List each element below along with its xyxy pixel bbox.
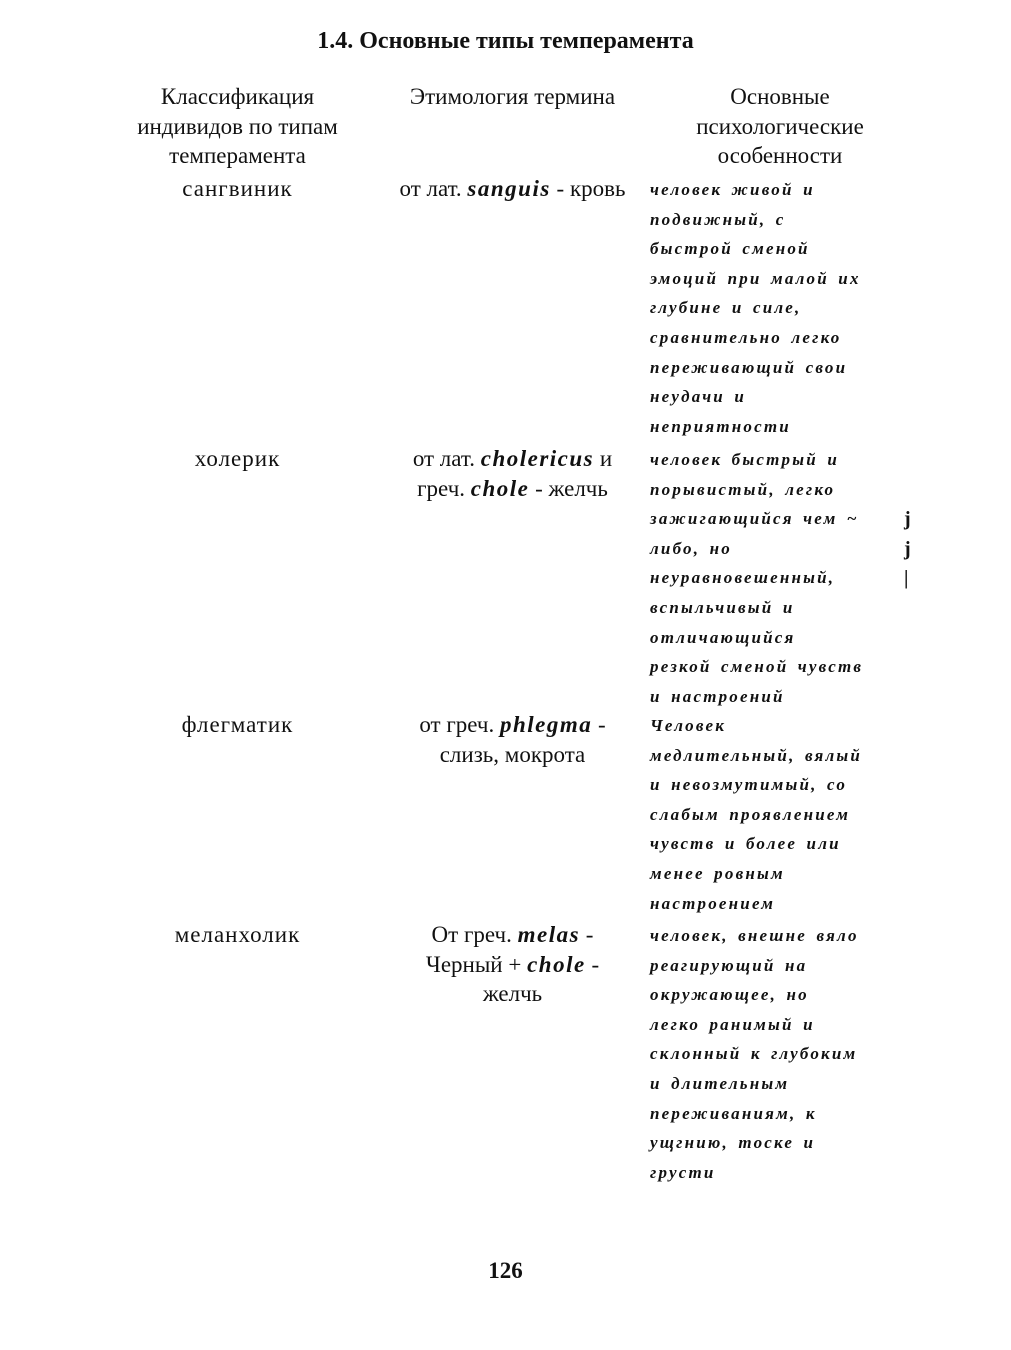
etymology-cell (385, 444, 640, 503)
feature-line: ущгнию, тоске и (650, 1133, 816, 1153)
etymology-text: - (580, 922, 594, 947)
margin-marks (904, 505, 911, 594)
feature-line: неудачи и (650, 387, 747, 407)
feature-line: Человек (650, 716, 727, 735)
page-number: 126 (488, 1258, 523, 1283)
etymology-line (385, 474, 640, 504)
feature-line: медлительный, вялый (650, 745, 863, 765)
feature-line: быстрой сменой (650, 239, 810, 259)
feature-line: настроением (650, 893, 776, 913)
feature-line: слабым проявлением (650, 804, 851, 824)
feature-line: человек быстрый и (650, 450, 839, 469)
feature-line: реагирующий на (650, 955, 808, 975)
etymology-text: От греч. (431, 922, 518, 947)
etymology-line (385, 174, 640, 204)
feature-line: грусти (650, 1162, 716, 1182)
feature-line: сравнительно легко (650, 327, 842, 347)
etymology-word: cholericus (480, 446, 595, 471)
feature-line: неуравновешенный, (650, 568, 836, 588)
feature-line: человек живой и (650, 180, 815, 199)
header-line: особенности (717, 143, 843, 168)
feature-line: глубине и силе, (650, 298, 802, 318)
feature-line: эмоций при малой их (650, 268, 861, 288)
feature-line: и настроений (650, 686, 785, 706)
feature-line: склонный к глубоким (650, 1044, 858, 1064)
feature-line: переживаниям, к (650, 1103, 817, 1123)
feature-line: менее ровным (650, 863, 785, 883)
etymology-text: - (585, 951, 600, 977)
etymology-text: Черный + (425, 951, 528, 977)
temperament-type: холерик (194, 446, 281, 471)
header-etymology: Этимология термина (409, 84, 616, 109)
etymology-word: chole (470, 475, 530, 501)
feature-line: отличающийся (650, 627, 796, 647)
feature-line: вспыльчивый и (650, 597, 795, 617)
feature-line: и невозмутимый, со (650, 775, 848, 795)
feature-line: порывистый, легко (650, 479, 836, 499)
etymology-cell (385, 174, 640, 204)
feature-line: окружающее, но (650, 985, 809, 1005)
header-classification (110, 82, 365, 171)
etymology-line (385, 950, 640, 980)
feature-line: чувств и более или (650, 834, 841, 854)
etymology-word: phlegma (499, 712, 593, 737)
etymology-cell (385, 920, 640, 1009)
etymology-line (385, 920, 640, 950)
etymology-text: от лат. (412, 446, 481, 471)
etymology-text: от греч. (419, 712, 500, 737)
header-features (640, 82, 920, 171)
feature-line: резкой сменой чувств (650, 657, 864, 677)
etymology-text: слизь, мокрота (439, 741, 586, 767)
feature-line: неприятности (650, 416, 791, 436)
temperament-type: флегматик (181, 712, 294, 737)
feature-description (650, 445, 910, 711)
feature-line: подвижный, с (650, 209, 786, 229)
margin-mark: | (904, 567, 909, 590)
etymology-line (385, 979, 640, 1009)
feature-line: либо, но (650, 538, 732, 558)
margin-mark: j (904, 508, 911, 530)
etymology-text: желчь (482, 981, 543, 1006)
etymology-text: - желчь (529, 475, 608, 501)
feature-line: и длительным (650, 1073, 790, 1093)
feature-description (650, 175, 910, 441)
temperament-type: сангвиник (182, 176, 293, 201)
etymology-text: от лат. (399, 176, 468, 201)
etymology-line (385, 710, 640, 740)
temperament-type: меланхолик (174, 922, 301, 947)
margin-mark: j (904, 537, 911, 560)
header-line: Основные (730, 84, 830, 109)
feature-description (650, 921, 910, 1187)
page-title: 1.4. Основные типы темперамента (317, 28, 694, 54)
etymology-text: - кровь (550, 176, 626, 201)
feature-line: зажигающийся чем ~ (650, 509, 859, 529)
etymology-line (385, 444, 640, 474)
header-line: Классификация (160, 84, 315, 109)
etymology-text: и (594, 446, 613, 471)
etymology-word: melas (517, 922, 581, 947)
header-line: темперамента (169, 143, 306, 168)
etymology-word: chole (527, 951, 586, 977)
feature-line: переживающий свои (650, 357, 848, 377)
header-line: психологические (696, 113, 864, 139)
etymology-word: sanguis (467, 176, 551, 201)
header-line: индивидов по типам (137, 113, 338, 139)
feature-line: человек, внешне вяло (650, 926, 859, 945)
etymology-line (385, 740, 640, 770)
etymology-text: - (592, 712, 606, 737)
feature-description (650, 711, 910, 918)
etymology-cell (385, 710, 640, 769)
etymology-text: греч. (417, 475, 471, 501)
feature-line: легко ранимый и (650, 1014, 815, 1034)
